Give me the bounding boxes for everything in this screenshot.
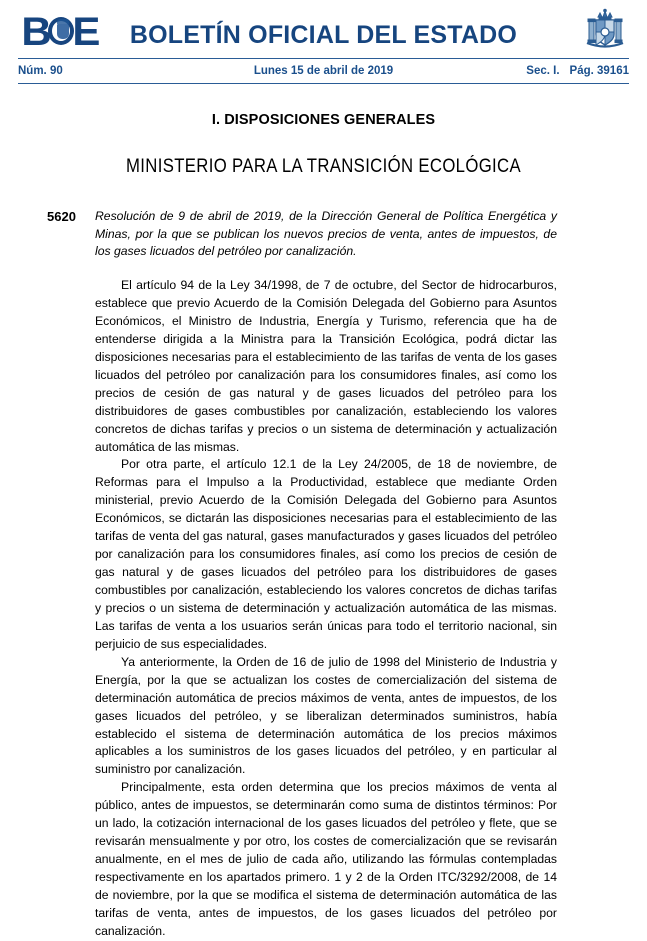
issue-number: Núm. 90 — [18, 65, 63, 77]
page-label: Pág. 39161 — [569, 65, 629, 77]
body-paragraph: El artículo 94 de la Ley 34/1998, de 7 de octubre, del Sector de hidrocarburos, establece que previo Acuerdo de la Comisión Delegada del Gobierno para Asuntos Económicos, el Ministro de Industria, Energía y Turismo, referencia que ha de entenderse dirigida a la Ministra para la Transición Ecológica, podrá dictar las disposiciones necesarias para el establecimiento de las tarifas de venta de los gases licuados del petróleo por canalización para los consumidores finales, así como los precios de cesión de gas natural y de gases licuados del petróleo para los distribuidores de gases combustibles por canalización, estableciendo los valores concretos de dichas tarifas y precios o un sistema de determinación y actualización automática de las mismas. — [95, 278, 557, 454]
disposition-header — [0, 208, 647, 261]
section-label: Sec. I. — [526, 65, 560, 77]
disposition-title: Resolución de 9 de abril de 2019, de la Dirección General de Política Energética y Minas, por la que se publican los nuevos precios de venta, antes de impuestos, de los gases licuados del petróleo por canalización. — [95, 209, 557, 259]
body-text — [0, 277, 647, 941]
infobar — [0, 59, 647, 83]
body-paragraph: Ya anteriormente, la Orden de 16 de julio de 1998 del Ministerio de Industria y Energía, por la que se actualizan los costes de comercialización del sistema de determinación automática de precios máximos de venta, antes de impuestos, de los gases licuados del petróleo, y se liberalizan determinados suministros, había establecido el sistema de determinación automática de los precios máximos aplicables a los suministros de los gases licuados del petróleo, y en particular al suministro por canalización. — [95, 654, 557, 777]
spanish-coat-of-arms-icon — [581, 8, 629, 54]
section-and-page — [449, 53, 629, 89]
masthead — [0, 0, 647, 58]
body-paragraph: Principalmente, esta orden determina que los precios máximos de venta al público, antes de impuestos, se determinarán como suma de distintos términos: Por un lado, la cotización internacional de los gases licuados del petróleo y flete, que se revisarán mensualmente y por otro, los costes de comercialización que se revisarán anualmente, en el mes de julio de cada año, utilizando las fórmulas contempladas respectivamente en los apartados primero. 1 y 2 de la Orden ITC/3292/2008, de 14 de noviembre, por la que se modifica el sistema de determinación automática de las tarifas de venta, antes de impuestos, de los gases licuados del petróleo por canalización. — [95, 780, 557, 938]
body-paragraph: Por otra parte, el artículo 12.1 de la Ley 24/2005, de 18 de noviembre, de Reformas para el Impulso a la Productividad, establece que mediante Orden ministerial, previo Acuerdo de la Comisión Delegada del Gobierno para Asuntos Económicos, se dictarán las disposiciones necesarias para el establecimiento de las tarifas de venta del gas natural, gases manufacturados y gases licuados del petróleo por canalización para los consumidores finales, así como los precios de cesión de gas natural y de gases licuados del petróleo para los distribuidores de gases combustibles por canalización, estableciendo los valores concretos de dichas tarifas y precios o un sistema de determinación y actualización automática de las mismas. Las tarifas de venta a los usuarios serán únicas para todo el territorio nacional, sin perjuicio de sus especialidades. — [95, 457, 557, 651]
boe-logo-letter-e: E — [72, 10, 99, 54]
document-content — [0, 112, 647, 941]
ministry-heading: MINISTERIO PARA LA TRANSICIÓN ECOLÓGICA — [126, 156, 521, 177]
boe-logo-letter-b: B — [21, 10, 50, 54]
issue-date: Lunes 15 de abril de 2019 — [253, 65, 394, 77]
disposition-number: 5620 — [47, 209, 76, 224]
section-heading: I. DISPOSICIONES GENERALES — [211, 112, 436, 128]
masthead-title: BOLETÍN OFICIAL DEL ESTADO — [129, 21, 518, 49]
